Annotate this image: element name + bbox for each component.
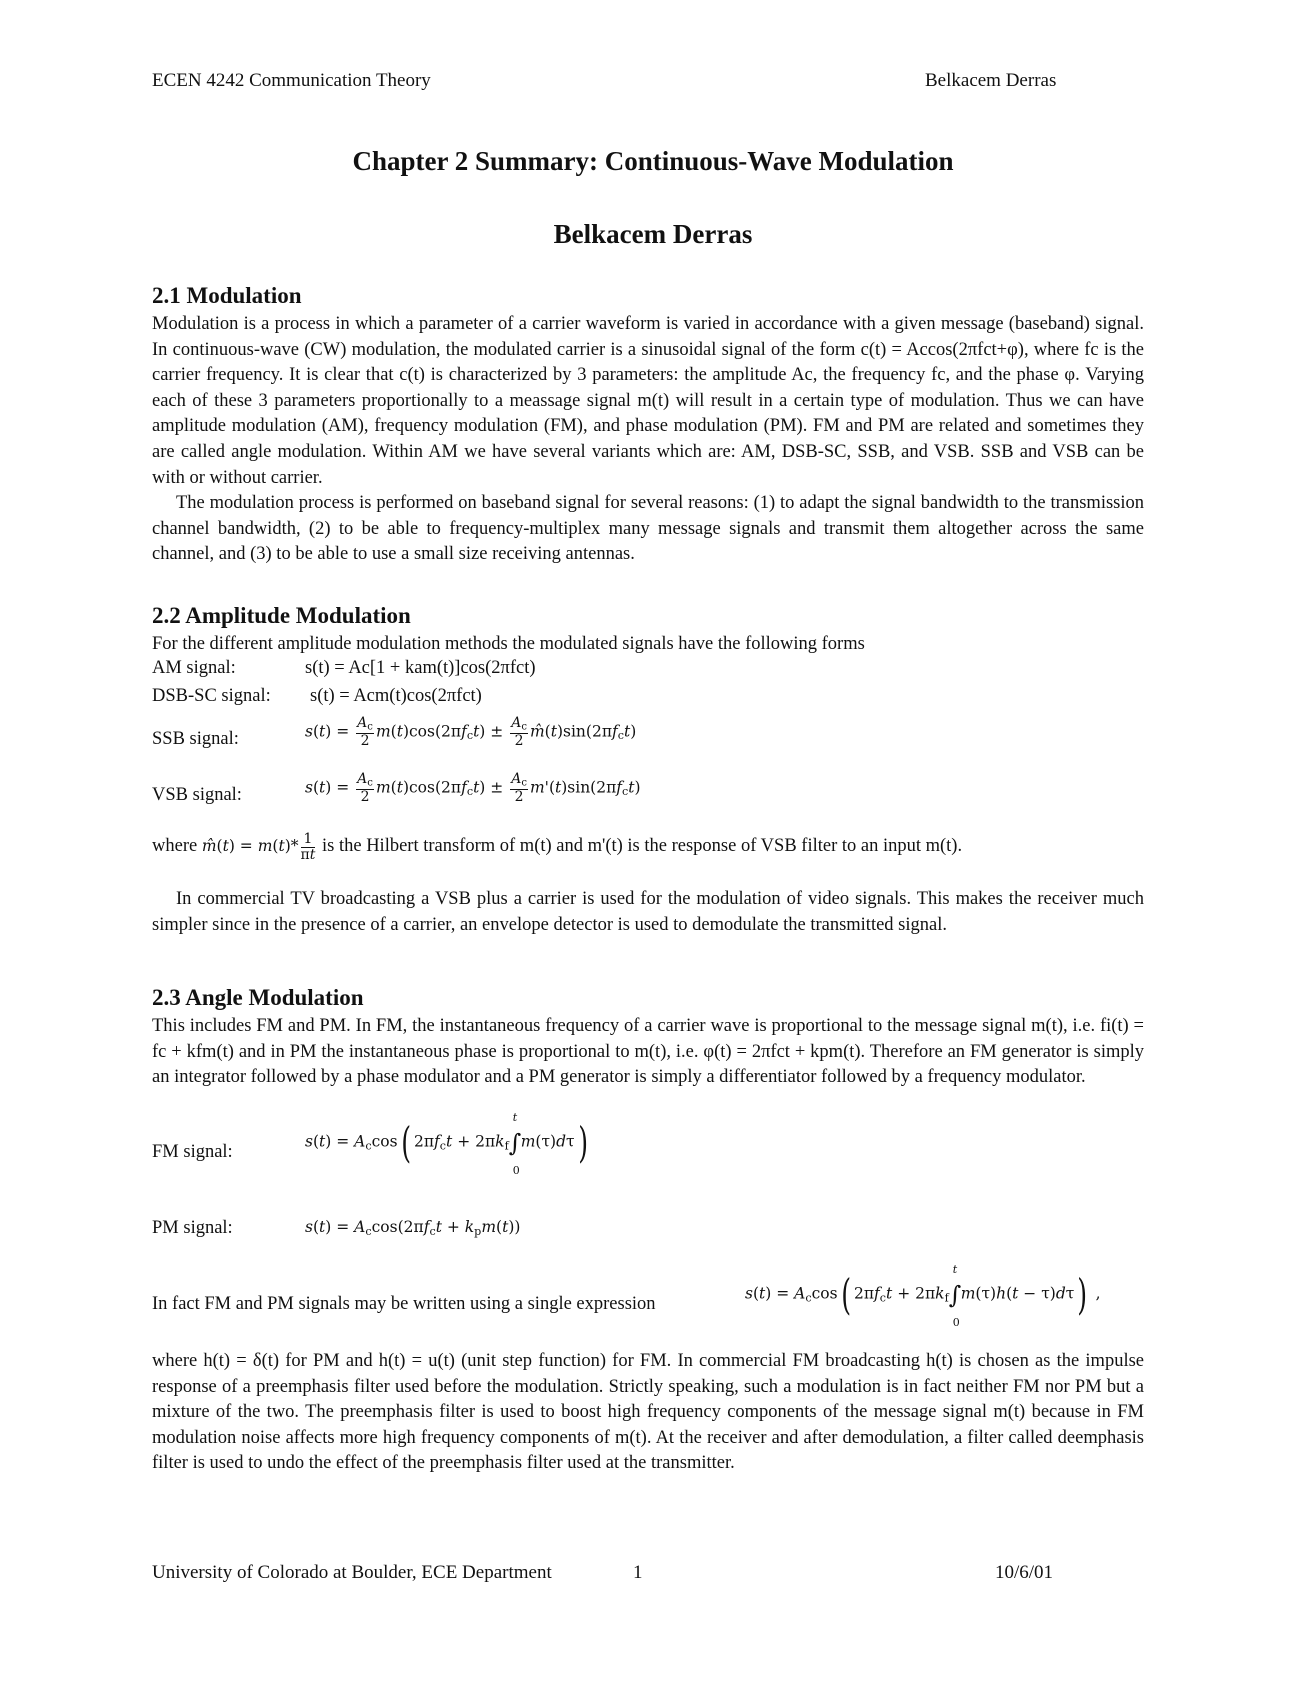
section-heading-angle-modulation: 2.3 Angle Modulation — [152, 985, 364, 1010]
hilbert-equation: m̂(t) = m(t)* $\frac{1}{\pi t}$ — [201, 831, 316, 863]
footer-institution: University of Colorado at Boulder, ECE Department — [152, 1562, 552, 1583]
section-heading-amplitude-modulation: 2.2 Amplitude Modulation — [152, 603, 411, 628]
ssb-equation: s(t) = $\frac{A_c}{2}$ $m(t)\cos(2\pi f_ct)$ ± $\frac{A_c}{2}$ $m̂(t)\sin(2\pi f_ct)$ — [305, 715, 637, 750]
page-title: Chapter 2 Summary: Continuous-Wave Modulation — [352, 146, 954, 176]
vsb-equation: s(t) = $\frac{A_c}{2}$ $m(t)\cos(2\pi f_ct)$ ± $\frac{A_c}{2}$ $m'(t)\sin(2\pi f_ct)$ — [305, 771, 641, 806]
ssb-signal-label: SSB signal: — [152, 729, 239, 749]
paragraph: The modulation process is performed on baseband signal for several reasons: (1) to adapt the signal bandwidth to the transmission channel bandwidth, (2) to be able to frequency-multiplex many message signals and transmit them altogether across the same channel, and (3) to be able to use a small size receiving antennas. — [152, 493, 1144, 565]
pm-equation: $s(t) = A_c\cos(2\pi f_ct + k_pm(t))$ — [305, 1218, 521, 1238]
dsb-equation: s(t) = Acm(t)cos(2πfct) — [310, 686, 482, 706]
vsb-signal-label: VSB signal: — [152, 785, 242, 805]
am-equation: s(t) = Ac[1 + kam(t)]cos(2πfct) — [305, 658, 536, 678]
dsb-signal-label: DSB-SC signal: — [152, 686, 271, 706]
hilbert-explanation: is the Hilbert transform of m(t) and m'(t) is the response of VSB filter to an input m(t). — [322, 836, 963, 857]
paragraph: Modulation is a process in which a parameter of a carrier waveform is varied in accordance with a given message (baseband) signal. In continuous-wave (CW) modulation, the modulated carrier is a sinusoidal signal of the form c(t) = Accos(2πfct+φ), where fc is the carrier frequency. It is clear that c(t) is characterized by 3 parameters: the amplitude Ac, the frequency fc, and the phase φ. Varying each of these 3 parameters proportionally to a meassage signal m(t) will result in a certain type of modulation. Thus we can have amplitude modulation (AM), frequency modulation (FM), and phase modulation (PM). FM and PM are related and sometimes they are called angle modulation. Within AM we have several variants which are: AM, DSB-SC, SSB, and VSB. SSB and VSB can be with or without carrier. — [152, 314, 1144, 488]
pm-signal-label: PM signal: — [152, 1218, 233, 1238]
single-expression-text: In fact FM and PM signals may be written using a single expression — [152, 1294, 656, 1314]
am-signal-label: AM signal: — [152, 658, 236, 678]
am-intro: For the different amplitude modulation methods the modulated signals have the following forms — [152, 634, 865, 654]
header-course: ECEN 4242 Communication Theory — [152, 70, 431, 91]
header-author: Belkacem Derras — [925, 70, 1057, 91]
hilbert-where-line — [152, 832, 962, 862]
section-body-modulation — [152, 312, 1144, 568]
am-tv-paragraph: In commercial TV broadcasting a VSB plus a carrier is used for the modulation of video signals. This makes the receiver much simpler since in the presence of a carrier, an envelope detector is used to demodulate the transmitted signal. — [152, 889, 1144, 935]
where-word: where — [152, 836, 198, 857]
preemphasis-paragraph: where h(t) = δ(t) for PM and h(t) = u(t) (unit step function) for FM. In commercial FM broadcasting h(t) is chosen as the impulse response of a preemphasis filter used before the modulation. Strictly speaking, such a modulation is in fact neither FM nor PM but a mixture of the two. The preemphasis filter is used to boost high frequency components of the message signal m(t) because in FM modulation noise affects more high frequency components of m(t). At the receiver and after demodulation, a filter called deemphasis filter is used to undo the effect of the preemphasis filter used at the transmitter. — [152, 1351, 1144, 1474]
fm-equation: $s(t) = A_c\cos$( $2\pi f_ct + 2\pi k_f\int$ t 0 m(τ)dτ) — [305, 1110, 588, 1177]
angle-intro-paragraph: This includes FM and PM. In FM, the instantaneous frequency of a carrier wave is proportional to the message signal m(t), i.e. fi(t) = fc + kfm(t) and in PM the instantaneous phase is proportional to m(t), i.e. φ(t) = 2πfct + kpm(t). Therefore an FM generator is simply an integrator followed by a phase modulator and a PM generator is simply a differentiator followed by a frequency modulator. — [152, 1016, 1144, 1088]
byline: Belkacem Derras — [553, 219, 753, 249]
general-angle-equation: $s(t) = A_c\cos$( $2\pi f_ct + 2\pi k_f\int$ t 0 m(τ)h(t − τ)dτ) , — [745, 1262, 1101, 1329]
footer-date: 10/6/01 — [995, 1562, 1054, 1583]
footer-page-number: 1 — [633, 1562, 643, 1583]
fm-signal-label: FM signal: — [152, 1142, 233, 1162]
section-heading-modulation: 2.1 Modulation — [152, 283, 302, 308]
